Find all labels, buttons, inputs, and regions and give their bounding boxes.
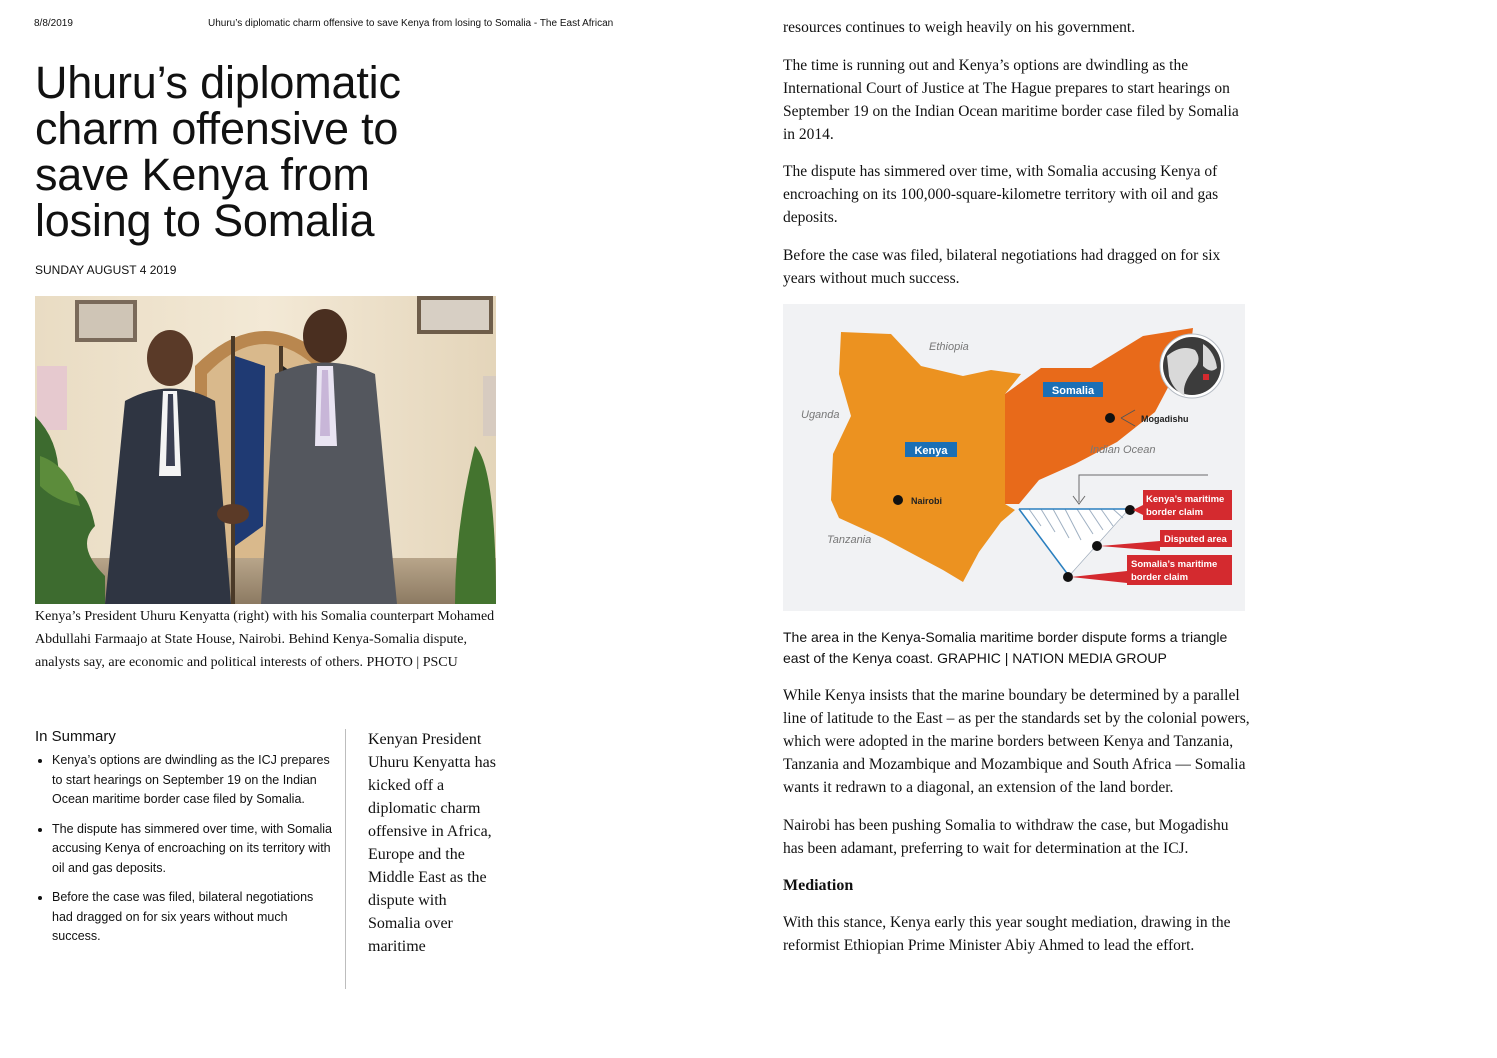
globe-icon [1160, 334, 1224, 398]
mogadishu-dot [1105, 413, 1115, 423]
label-mogadishu: Mogadishu [1141, 414, 1189, 424]
column-divider [345, 729, 346, 989]
body-paragraph: resources continues to weigh heavily on his government. [783, 19, 1136, 36]
body-paragraph: The time is running out and Kenya’s options are dwindling as the International Court of Justice at The Hague prepares to start hearings on September 19 on the Indian Ocean maritime border case filed by Somalia in 2014. [783, 56, 1239, 143]
body-paragraph: Nairobi has been pushing Somalia to withdraw the case, but Mogadishu has been adamant, preferring to wait for determination at the ICJ. [783, 816, 1229, 857]
print-date: 8/8/2019 [34, 18, 73, 29]
article-headline: Uhuru’s diplomatic charm offensive to save Kenya from losing to Somalia [35, 57, 401, 246]
article-body [783, 16, 1253, 972]
nairobi-dot [893, 495, 903, 505]
legend-somalia-claim-1: Somalia’s maritime [1131, 559, 1218, 570]
summary-item: • Before the case was filed, bilateral negotiations had dragged on for six years without much success. [52, 888, 335, 947]
label-uganda: Uganda [801, 409, 840, 421]
legend-disputed: Disputed area [1164, 534, 1227, 545]
summary-title: In Summary [35, 728, 116, 745]
label-nairobi: Nairobi [911, 496, 943, 506]
summary-item: • Kenya’s options are dwindling as the ICJ prepares to start hearings on September 19 on the Indian Ocean maritime border case filed by Somalia. [52, 751, 335, 810]
label-indian-ocean: Indian Ocean [1090, 444, 1156, 456]
border-dispute-map [783, 304, 1245, 611]
label-kenya: Kenya [914, 445, 948, 457]
body-paragraph: While Kenya insists that the marine boundary be determined by a parallel line of latitude to the East – as per the standards set by the colonial powers, which were adopted in the marine borders between Kenya and Tanzania, Tanzania and Mozambique and Mozambique and South Africa — Somalia wants it redrawn to a diagonal, an extension of the land border. [783, 687, 1250, 796]
print-page-title: Uhuru’s diplomatic charm offensive to save Kenya from losing to Somalia - The East African [208, 18, 614, 29]
summary-box [35, 728, 335, 957]
subheading-mediation: Mediation [783, 877, 854, 894]
summary-item: • The dispute has simmered over time, with Somalia accusing Kenya of encroaching on its territory with oil and gas deposits. [52, 820, 335, 879]
legend-somalia-claim-2: border claim [1131, 572, 1189, 583]
lead-paragraph: Kenyan President Uhuru Kenyatta has kicked off a diplomatic charm offensive in Africa, Europe and the Middle East as the dispute with Somalia over maritime [368, 731, 496, 955]
body-paragraph: With this stance, Kenya early this year sought mediation, drawing in the reformist Ethiopian Prime Minister Abiy Ahmed to lead the effort. [783, 914, 1231, 954]
map-caption: The area in the Kenya-Somalia maritime border dispute forms a triangle east of the Kenya coast. GRAPHIC | NATION MEDIA GROUP [783, 629, 1228, 666]
summary-list [35, 751, 335, 947]
body-paragraph: The dispute has simmered over time, with Somalia accusing Kenya of encroaching on its 100,000-square-kilometre territory with oil and gas deposits. [783, 163, 1219, 226]
legend-kenya-claim-1: Kenya’s maritime [1146, 494, 1225, 505]
label-ethiopia: Ethiopia [929, 341, 969, 353]
label-tanzania: Tanzania [827, 534, 872, 546]
body-paragraph: Before the case was filed, bilateral negotiations had dragged on for six years without much success. [783, 246, 1221, 287]
photo-caption: Kenya’s President Uhuru Kenyatta (right) with his Somalia counterpart Mohamed Abdullahi Farmaajo at State House, Nairobi. Behind Kenya-Somalia dispute, analysts say, are economic and political interests of others. PHOTO | PSCU [35, 609, 495, 670]
article-photo [35, 296, 496, 604]
article-dateline: SUNDAY AUGUST 4 2019 [35, 263, 177, 277]
legend-kenya-claim-2: border claim [1146, 507, 1204, 518]
label-somalia: Somalia [1051, 385, 1095, 397]
